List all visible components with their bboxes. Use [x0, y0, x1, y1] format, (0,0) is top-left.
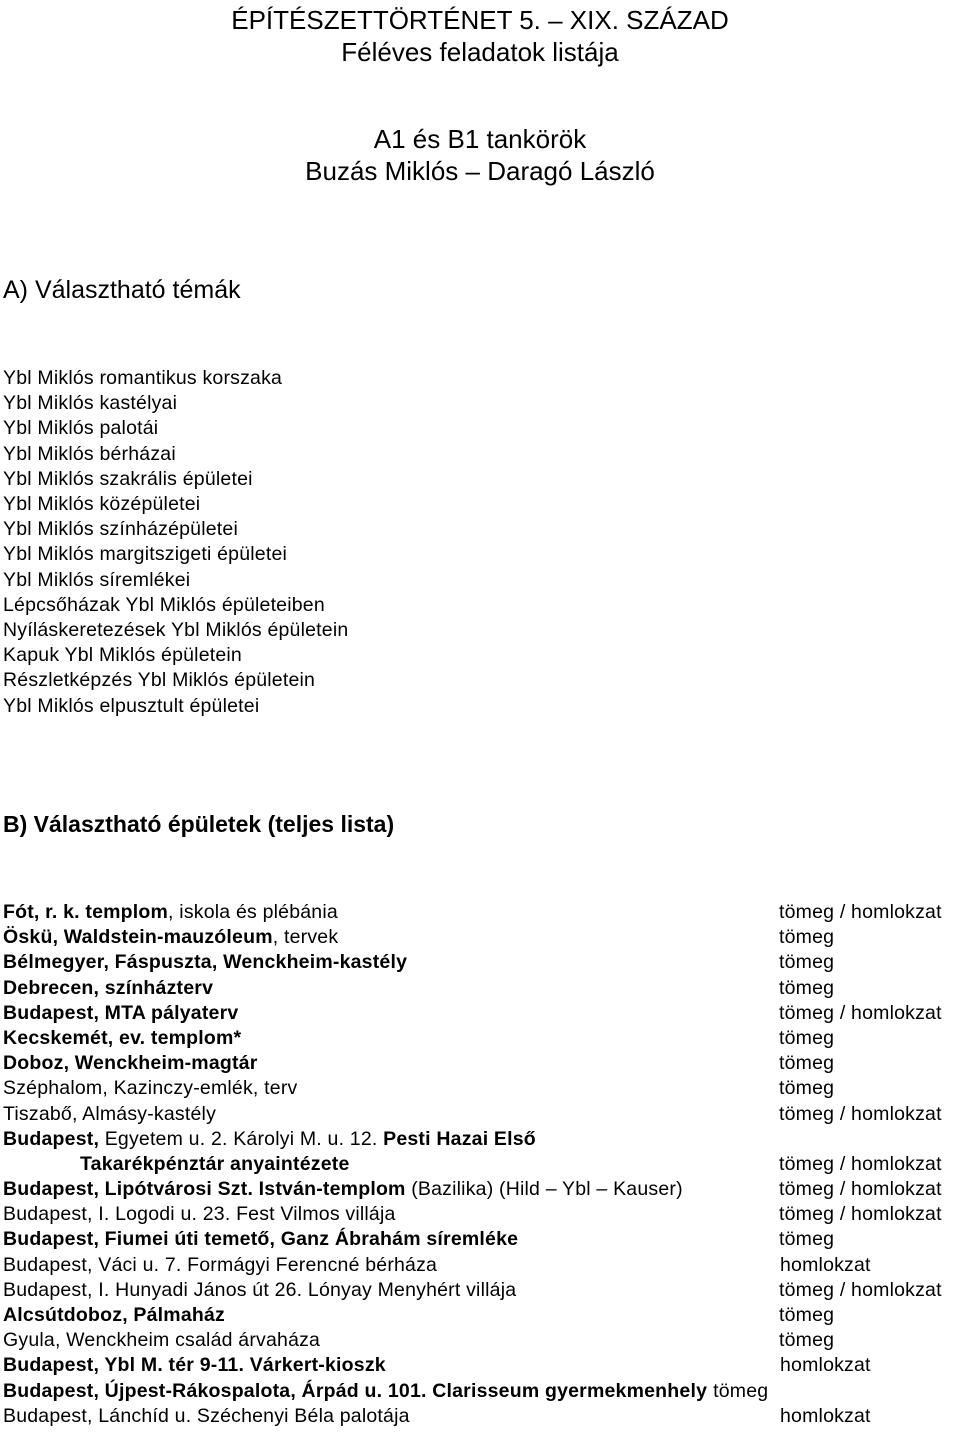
- building-name-bold-2: Pesti Hazai Első: [383, 1127, 536, 1150]
- building-row: [3, 1227, 958, 1252]
- topic-item: Ybl Miklós bérházai: [3, 442, 176, 465]
- building-name: [3, 1354, 386, 1376]
- topic-item: Ybl Miklós szakrális épületei: [3, 467, 253, 490]
- building-row: [3, 1051, 958, 1076]
- building-name: [3, 1279, 516, 1301]
- topic-item: Részletképzés Ybl Miklós épületein: [3, 669, 316, 692]
- building-name-detail: Budapest, I. Hunyadi János út 26. Lónyay Menyhért villája: [3, 1278, 517, 1301]
- building-requirement: tömeg: [779, 1026, 835, 1049]
- building-requirement: tömeg: [779, 1228, 835, 1251]
- building-name-bold: Öskü, Waldstein-mauzóleum: [3, 926, 273, 949]
- building-name-detail: Gyula, Wenckheim család árvaháza: [3, 1329, 321, 1352]
- building-name: [3, 977, 213, 999]
- building-name-detail: Budapest, I. Logodi u. 23. Fest Vilmos villája: [3, 1203, 396, 1226]
- building-requirement: tömeg / homlokzat: [779, 1278, 942, 1301]
- building-name-bold: Kecskemét, ev. templom*: [3, 1026, 242, 1049]
- building-requirement: homlokzat: [780, 1354, 871, 1377]
- section-a-heading: A) Választható témák: [3, 276, 241, 304]
- topic-item: Ybl Miklós síremlékei: [3, 568, 191, 591]
- building-row: [3, 1303, 958, 1328]
- building-name: [3, 1380, 768, 1402]
- building-requirement: tömeg: [779, 976, 835, 999]
- topic-item: Ybl Miklós palotái: [3, 417, 159, 440]
- building-name: [3, 1203, 396, 1225]
- building-row: [3, 1353, 958, 1378]
- building-name-bold: Budapest, Lipótvárosi Szt. István-templom: [3, 1178, 406, 1201]
- building-name: [3, 1077, 297, 1099]
- building-name-bold: Budapest, Újpest-Rákospalota, Árpád u. 101. Clarisseum gyermekmenhely: [3, 1379, 708, 1402]
- topic-item: Nyíláskeretezések Ybl Miklós épületein: [3, 619, 349, 642]
- building-row: [3, 1152, 958, 1177]
- building-name-detail: Tiszabő, Almásy-kastély: [3, 1102, 217, 1125]
- building-name: [3, 951, 407, 973]
- building-name-bold: Budapest,: [3, 1127, 100, 1150]
- building-row: [3, 1177, 958, 1202]
- building-requirement: tömeg / homlokzat: [779, 1178, 942, 1201]
- building-requirement: tömeg / homlokzat: [779, 1001, 942, 1024]
- building-requirement: tömeg / homlokzat: [779, 1203, 942, 1226]
- building-name: [3, 1002, 238, 1024]
- building-requirement: tömeg / homlokzat: [779, 1102, 942, 1125]
- building-requirement: homlokzat: [780, 1404, 871, 1427]
- building-name: [3, 901, 338, 923]
- building-name-bold: Alcsútdoboz, Pálmaház: [3, 1304, 225, 1326]
- building-name-detail: (Bazilika) (Hild – Ybl – Kauser): [405, 1178, 683, 1201]
- topic-item: Ybl Miklós kastélyai: [3, 392, 178, 415]
- building-requirement: tömeg: [779, 1304, 835, 1326]
- building-row: [3, 900, 958, 925]
- building-requirement: tömeg: [713, 1379, 769, 1402]
- building-name-detail: Budapest, Váci u. 7. Formágyi Ferencné bérháza: [3, 1253, 438, 1276]
- building-name: [3, 1128, 536, 1150]
- course-teachers: Buzás Miklós – Daragó László: [305, 156, 655, 186]
- building-row: [3, 1404, 958, 1429]
- topic-item: Ybl Miklós színházépületei: [3, 518, 238, 541]
- building-name-detail: , iskola és plébánia: [168, 901, 338, 923]
- topic-list: [3, 366, 348, 719]
- building-row: [3, 925, 958, 950]
- building-requirement: tömeg: [779, 1077, 835, 1100]
- topic-item: Ybl Miklós középületei: [3, 493, 201, 516]
- course-info: [0, 123, 960, 187]
- topic-item: Ybl Miklós margitszigeti épületei: [3, 543, 288, 566]
- building-name-bold: Debrecen, színházterv: [3, 976, 214, 999]
- building-name-detail: Egyetem u. 2. Károlyi M. u. 12.: [99, 1127, 384, 1150]
- building-name-bold: Doboz, Wenckheim-magtár: [3, 1052, 258, 1075]
- building-row: [3, 1253, 958, 1278]
- building-name: [3, 1254, 437, 1276]
- building-name-bold: Budapest, Fiumei úti temető, Ganz Ábrahám síremléke: [3, 1228, 519, 1251]
- building-row: [3, 1102, 958, 1127]
- building-name-detail: , tervek: [272, 926, 339, 949]
- building-name: [3, 1405, 410, 1427]
- building-row: [3, 976, 958, 1001]
- course-groups: A1 és B1 tankörök: [373, 124, 587, 154]
- building-row: [3, 950, 958, 975]
- building-requirement: tömeg: [779, 926, 835, 949]
- building-name-detail: Széphalom, Kazinczy-emlék, terv: [3, 1077, 298, 1100]
- building-requirement: homlokzat: [780, 1253, 871, 1276]
- document-title: ÉPÍTÉSZETTÖRTÉNET 5. – XIX. SZÁZAD: [231, 5, 729, 35]
- building-requirement: tömeg: [779, 1329, 835, 1352]
- building-name-bold: Takarékpénztár anyaintézete: [80, 1152, 350, 1175]
- building-row: [3, 1026, 958, 1051]
- building-name: [3, 1329, 320, 1351]
- building-requirement: tömeg / homlokzat: [779, 901, 942, 923]
- building-name-bold: Budapest, Ybl M. tér 9-11. Várkert-kioszk: [3, 1354, 386, 1377]
- building-name: [3, 1178, 683, 1200]
- document-subtitle: Féléves feladatok listája: [341, 37, 619, 67]
- topic-item: Lépcsőházak Ybl Miklós épületeiben: [3, 593, 325, 616]
- topic-item: Ybl Miklós romantikus korszaka: [3, 367, 283, 389]
- building-name: [3, 1228, 518, 1250]
- building-name-detail: Budapest, Lánchíd u. Széchenyi Béla palotája: [3, 1404, 410, 1427]
- building-name: [3, 1153, 350, 1175]
- building-requirement: tömeg: [779, 1052, 835, 1075]
- building-name: [3, 926, 338, 948]
- section-b-heading-bold: B) Választható épületek: [3, 811, 262, 837]
- building-row: [3, 1278, 958, 1303]
- building-name: [3, 1052, 258, 1074]
- building-requirement: tömeg: [779, 951, 835, 974]
- building-row: [3, 1202, 958, 1227]
- building-row: [3, 1001, 958, 1026]
- building-name-bold: Bélmegyer, Fáspuszta, Wenckheim-kastély: [3, 951, 408, 974]
- building-list: [3, 900, 958, 1429]
- building-requirement: tömeg / homlokzat: [779, 1152, 942, 1175]
- building-row: [3, 1379, 958, 1404]
- building-name: [3, 1304, 225, 1326]
- section-b-heading-rest: (teljes lista): [261, 811, 395, 837]
- building-name: [3, 1103, 216, 1125]
- topic-item: Ybl Miklós elpusztult épületei: [3, 694, 260, 717]
- section-b-heading: [3, 811, 394, 838]
- building-name-bold: Budapest, MTA pályaterv: [3, 1001, 239, 1024]
- building-row: [3, 1127, 958, 1152]
- building-row: [3, 1328, 958, 1353]
- topic-item: Kapuk Ybl Miklós épületein: [3, 644, 242, 667]
- title-block: [0, 4, 960, 68]
- building-name-bold: Fót, r. k. templom: [3, 901, 169, 923]
- building-name: [3, 1027, 241, 1049]
- building-row: [3, 1076, 958, 1101]
